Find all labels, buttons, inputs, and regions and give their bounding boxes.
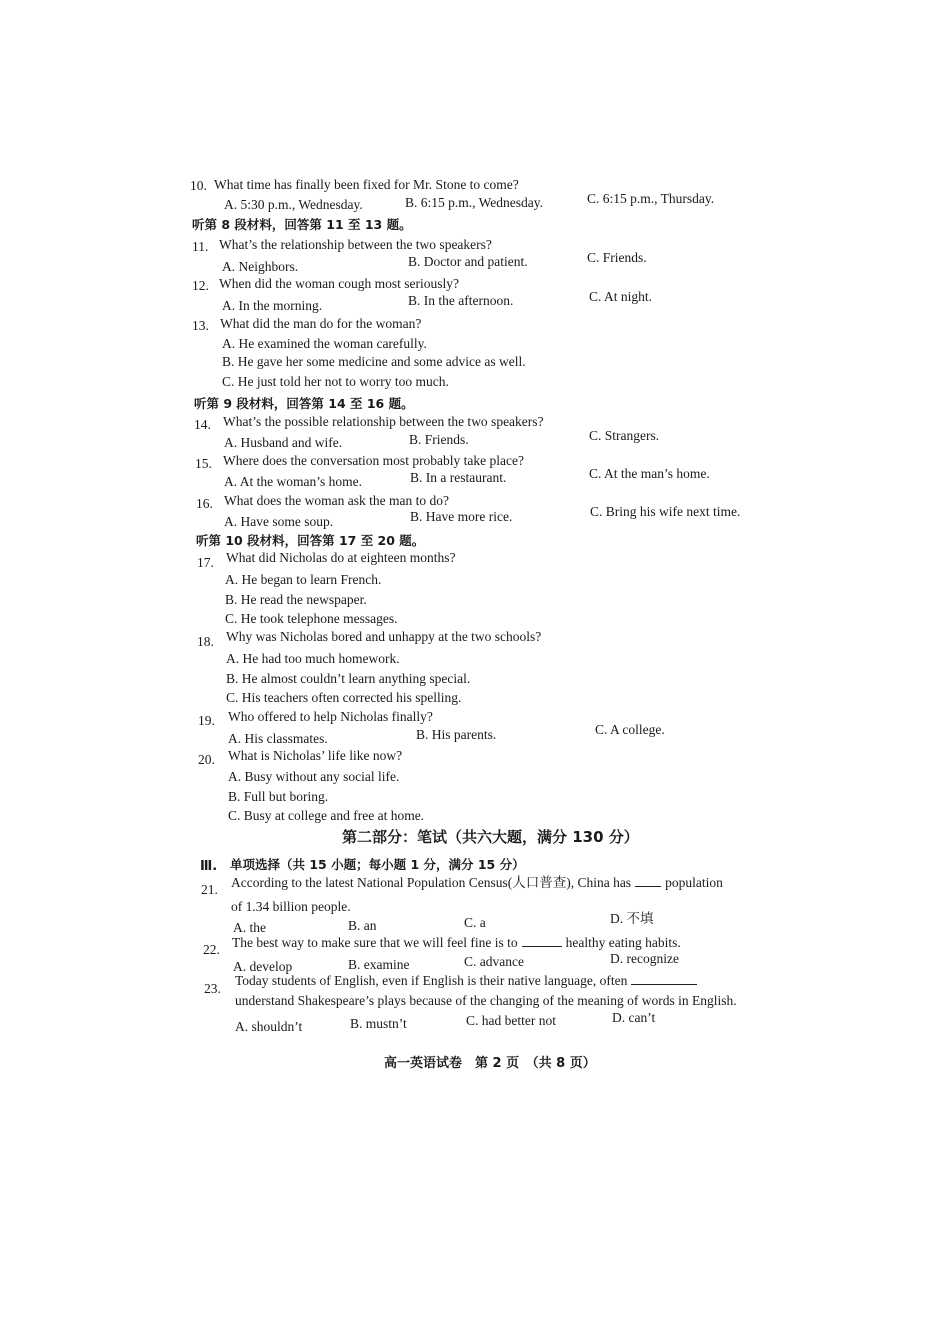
option-a: A. His classmates. (228, 731, 328, 746)
question-stem-continued: understand Shakespeare’s plays because of the changing of the meaning of words in English. (235, 993, 737, 1008)
option-a: A. He had too much homework. (226, 651, 400, 666)
option-c: C. His teachers often corrected his spelling. (226, 690, 462, 705)
question-number: 19. (198, 713, 215, 728)
question-stem: When did the woman cough most seriously? (219, 276, 459, 291)
question-stem: What’s the possible relationship between the two speakers? (223, 414, 544, 429)
listening-header-8: 听第 8 段材料，回答第 11 至 13 题。 (192, 217, 412, 232)
option-d: D. can’t (612, 1010, 656, 1025)
question-stem: Where does the conversation most probably take place? (223, 453, 525, 468)
option-b: B. an (348, 918, 377, 933)
option-a: A. the (233, 920, 266, 935)
option-c: C. advance (464, 954, 524, 969)
option-b: B. mustn’t (350, 1016, 407, 1031)
option-b: B. He gave her some medicine and some advice as well. (222, 354, 526, 369)
option-a: A. At the woman’s home. (224, 474, 362, 489)
question-number: 20. (198, 752, 215, 767)
question-number: 11. (192, 239, 209, 254)
part-two-title: 第二部分：笔试（共六大题，满分 130 分） (342, 828, 639, 846)
option-c: C. He just told her not to worry too much. (222, 374, 449, 389)
option-c: C. 6:15 p.m., Thursday. (587, 191, 715, 206)
question-number: 22. (203, 942, 220, 957)
option-a: A. In the morning. (222, 298, 323, 313)
option-d: D. recognize (610, 951, 679, 966)
option-c: C. A college. (595, 722, 665, 737)
option-c: C. Strangers. (589, 428, 660, 443)
question-stem (231, 874, 723, 892)
question-stem-continued: of 1.34 billion people. (231, 899, 351, 914)
option-c: C. Bring his wife next time. (590, 504, 741, 519)
option-b: B. In a restaurant. (410, 470, 507, 485)
option-a: A. He began to learn French. (225, 572, 382, 587)
option-a: A. He examined the woman carefully. (222, 336, 427, 351)
question-stem: What time has finally been fixed for Mr. Stone to come? (214, 177, 519, 192)
question-number: 18. (197, 634, 214, 649)
question-number: 21. (201, 882, 218, 897)
option-c: C. Friends. (587, 250, 647, 265)
answer-blank (631, 972, 697, 985)
question-stem: What did Nicholas do at eighteen months? (226, 550, 456, 565)
option-b: B. He read the newspaper. (225, 592, 367, 607)
option-d: D. 不填 (610, 911, 654, 926)
option-b: B. In the afternoon. (408, 293, 514, 308)
option-b: B. Have more rice. (410, 509, 513, 524)
stem-text-after: population (665, 875, 723, 890)
option-c: C. At the man’s home. (589, 466, 710, 481)
option-a: A. Husband and wife. (224, 435, 343, 450)
option-c: C. At night. (589, 289, 653, 304)
option-a: A. shouldn’t (235, 1019, 303, 1034)
question-number: 23. (204, 981, 221, 996)
question-stem: Who offered to help Nicholas finally? (228, 709, 433, 724)
question-number: 17. (197, 555, 214, 570)
stem-text: Today students of English, even if English is their native language, often (235, 973, 628, 988)
option-c: C. had better not (466, 1013, 556, 1028)
option-a: A. 5:30 p.m., Wednesday. (224, 197, 363, 212)
stem-text: According to the latest National Population Census(人口普查), China has (231, 875, 632, 890)
stem-text-after: healthy eating habits. (565, 935, 681, 950)
option-b: B. His parents. (416, 727, 497, 742)
option-a: A. Have some soup. (224, 514, 334, 529)
section-roman-numeral: Ⅲ. (200, 859, 218, 874)
option-b: B. Friends. (409, 432, 469, 447)
option-c: C. He took telephone messages. (225, 611, 398, 626)
option-b: B. Full but boring. (228, 789, 329, 804)
question-number: 13. (192, 318, 209, 333)
listening-header-9: 听第 9 段材料，回答第 14 至 16 题。 (194, 396, 414, 411)
question-stem: Why was Nicholas bored and unhappy at the two schools? (226, 629, 542, 644)
option-a: A. Busy without any social life. (228, 769, 400, 784)
section-title: 单项选择（共 15 小题；每小题 1 分，满分 15 分） (230, 857, 525, 872)
question-number: 12. (192, 278, 209, 293)
option-b: B. 6:15 p.m., Wednesday. (405, 195, 544, 210)
question-stem: What is Nicholas’ life like now? (228, 748, 403, 763)
option-a: A. Neighbors. (222, 259, 299, 274)
question-stem (235, 972, 701, 990)
question-stem: What does the woman ask the man to do? (224, 493, 449, 508)
question-stem: What did the man do for the woman? (220, 316, 422, 331)
option-c: C. a (464, 915, 486, 930)
option-b: B. He almost couldn’t learn anything special. (226, 671, 471, 686)
option-b: B. Doctor and patient. (408, 254, 528, 269)
answer-blank (522, 934, 562, 947)
option-c: C. Busy at college and free at home. (228, 808, 425, 823)
question-number: 15. (195, 456, 212, 471)
listening-header-10: 听第 10 段材料，回答第 17 至 20 题。 (196, 533, 425, 548)
question-stem: What’s the relationship between the two speakers? (219, 237, 492, 252)
question-number: 14. (194, 417, 211, 432)
page-footer: 高一英语试卷 第 2 页 （共 8 页） (384, 1056, 596, 1071)
answer-blank (635, 874, 661, 887)
question-number: 16. (196, 496, 213, 511)
question-number: 10. (190, 178, 207, 193)
stem-text: The best way to make sure that we will feel fine is to (232, 935, 518, 950)
option-a: A. develop (233, 959, 293, 974)
option-b: B. examine (348, 957, 410, 972)
